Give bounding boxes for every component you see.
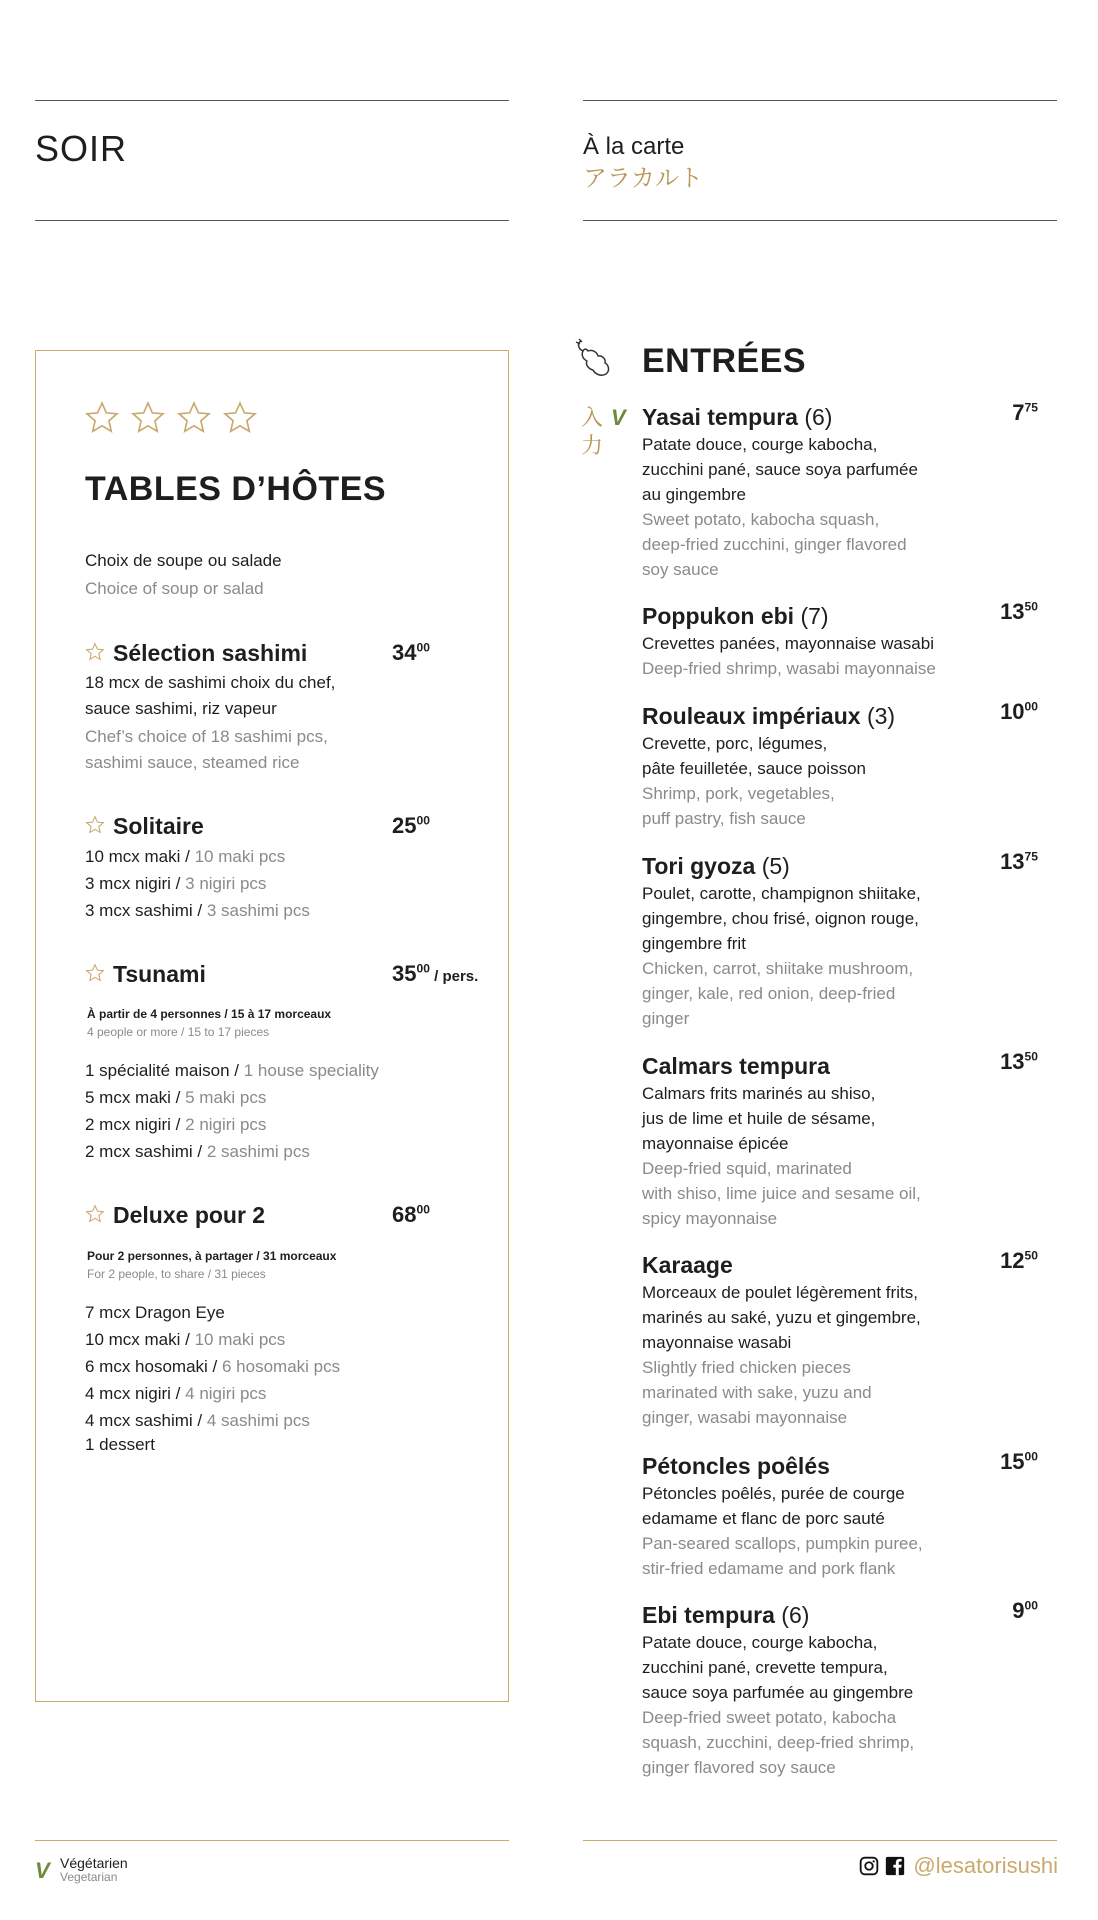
menu-item-note-fr: Pour 2 personnes, à partager / 31 morceaux <box>87 1249 337 1263</box>
menu-item-line <box>85 1058 379 1084</box>
entree-desc-en: Pan-seared scallops, pumpkin puree, <box>642 1534 923 1553</box>
entree-desc-fr: mayonnaise wasabi <box>642 1333 792 1352</box>
entree-desc-en: Sweet potato, kabocha squash, <box>642 510 880 529</box>
line-en: 3 sashimi pcs <box>206 901 310 920</box>
entree-name <box>642 1451 1042 1481</box>
entree-desc-en: deep-fried zucchini, ginger flavored <box>642 535 907 554</box>
vegetarian-legend-fr: Végétarien <box>60 1855 128 1871</box>
entree-desc-en: Deep-fried squid, marinated <box>642 1159 852 1178</box>
price-cents: 75 <box>1024 400 1038 415</box>
line-fr: 3 mcx nigiri / <box>85 874 186 893</box>
menu-item-line <box>85 898 310 924</box>
menu-item-title <box>85 813 204 840</box>
entree-price <box>1000 599 1038 625</box>
entree-desc-en: Deep-fried shrimp, wasabi mayonnaise <box>642 659 936 678</box>
badge-jp-label: 入力 <box>581 405 604 458</box>
entree-name-text: Yasai tempura <box>642 404 798 430</box>
page-title-soir: SOIR <box>35 128 128 169</box>
line-en: 6 hosomaki pcs <box>222 1357 341 1376</box>
menu-item-name: Deluxe pour 2 <box>113 1202 266 1228</box>
price-cents: 50 <box>1024 1049 1038 1064</box>
entree-count: (6) <box>797 404 833 430</box>
menu-item-price <box>392 961 478 987</box>
entree-desc-fr: sauce soya parfumée au gingembre <box>642 1683 914 1702</box>
price-main: 10 <box>1000 699 1025 724</box>
tempura-shrimp-icon <box>573 337 613 381</box>
star-icon <box>176 400 212 436</box>
entree-name-text: Pétoncles poêlés <box>642 1453 830 1479</box>
entree-desc-fr: jus de lime et huile de sésame, <box>642 1109 876 1128</box>
price-cents: 00 <box>416 1202 430 1217</box>
entree-name-text: Karaage <box>642 1252 733 1278</box>
social-links <box>859 1853 1058 1879</box>
entree-desc-fr: zucchini pané, sauce soya parfumée <box>642 460 918 479</box>
menu-item-title <box>85 1202 265 1229</box>
entree-item <box>642 601 1042 681</box>
price-cents: 75 <box>1024 849 1038 864</box>
entree-desc-fr: gingembre frit <box>642 934 746 953</box>
section-title-a-la-carte: À la carte <box>583 133 685 160</box>
price-main: 7 <box>1012 400 1025 425</box>
entree-desc-fr: Patate douce, courge kabocha, <box>642 1633 878 1652</box>
entree-desc-en: Deep-fried sweet potato, kabocha <box>642 1708 897 1727</box>
entree-name-text: Calmars tempura <box>642 1053 830 1079</box>
price-main: 13 <box>1000 849 1025 874</box>
price-main: 35 <box>392 961 417 986</box>
entree-desc-fr: marinés au saké, yuzu et gingembre, <box>642 1308 921 1327</box>
entree-name-text: Ebi tempura <box>642 1602 775 1628</box>
line-en: 4 nigiri pcs <box>185 1384 267 1403</box>
entree-desc-fr: au gingembre <box>642 485 746 504</box>
entree-desc-en: puff pastry, fish sauce <box>642 809 806 828</box>
entree-desc-fr: Crevettes panées, mayonnaise wasabi <box>642 634 934 653</box>
line-en: 3 nigiri pcs <box>185 874 267 893</box>
menu-item-note-en: 4 people or more / 15 to 17 pieces <box>87 1025 270 1039</box>
star-icon <box>85 642 105 662</box>
entree-price <box>1000 1449 1038 1475</box>
entree-count: (5) <box>755 853 790 879</box>
entree-desc-en: marinated with sake, yuzu and <box>642 1383 872 1402</box>
line-en: 1 house speciality <box>243 1061 379 1080</box>
entree-price <box>1012 1598 1038 1624</box>
line-fr: 3 mcx sashimi / <box>85 901 207 920</box>
entree-desc-en: with shiso, lime juice and sesame oil, <box>642 1184 921 1203</box>
entree-price <box>1000 1049 1038 1075</box>
entree-desc-en: soy sauce <box>642 560 719 579</box>
entree-item <box>642 1051 1042 1231</box>
menu-item-name: Tsunami <box>113 961 206 987</box>
line-en: 10 maki pcs <box>194 1330 286 1349</box>
header-rule-top-right <box>583 100 1057 101</box>
menu-item-line <box>85 1354 340 1380</box>
soup-choice-fr: Choix de soupe ou salade <box>85 551 282 570</box>
line-fr: 5 mcx maki / <box>85 1088 186 1107</box>
menu-item-desc-fr: sauce sashimi, riz vapeur <box>85 699 277 718</box>
entree-price <box>1012 400 1038 426</box>
price-cents: 00 <box>1024 699 1038 714</box>
line-en: 10 maki pcs <box>194 847 286 866</box>
entree-desc-en: stir-fried edamame and pork flank <box>642 1559 896 1578</box>
line-fr: 1 spécialité maison / <box>85 1061 244 1080</box>
entree-name-text: Rouleaux impériaux <box>642 703 861 729</box>
entree-desc-en: ginger, wasabi mayonnaise <box>642 1408 848 1427</box>
entree-desc-fr: mayonnaise épicée <box>642 1134 789 1153</box>
price-cents: 00 <box>1024 1598 1038 1613</box>
footer-rule-left <box>35 1840 509 1841</box>
menu-item-title <box>85 640 307 667</box>
entree-name-text: Tori gyoza <box>642 853 756 879</box>
line-fr: 4 mcx sashimi / <box>85 1411 207 1430</box>
line-fr: 2 mcx nigiri / <box>85 1115 186 1134</box>
entree-desc-en: Slightly fried chicken pieces <box>642 1358 851 1377</box>
soup-choice-en: Choice of soup or salad <box>85 579 264 598</box>
line-fr: 2 mcx sashimi / <box>85 1142 207 1161</box>
entree-count: (7) <box>794 603 829 629</box>
price-cents: 50 <box>1024 599 1038 614</box>
line-fr: 10 mcx maki / <box>85 1330 195 1349</box>
menu-item-desc-en: Chef’s choice of 18 sashimi pcs, <box>85 727 328 746</box>
line-fr: 10 mcx maki / <box>85 847 195 866</box>
menu-item-name: Sélection sashimi <box>113 640 308 666</box>
entree-desc-en: Chicken, carrot, shiitake mushroom, <box>642 959 914 978</box>
price-main: 15 <box>1000 1449 1025 1474</box>
entree-item <box>642 1600 1042 1780</box>
vegetarian-badge: V <box>611 405 626 430</box>
entree-name-text: Poppukon ebi <box>642 603 795 629</box>
facebook-icon[interactable] <box>885 1856 905 1876</box>
entree-item <box>642 701 1042 831</box>
menu-item-desc-en: sashimi sauce, steamed rice <box>85 753 300 772</box>
entree-name <box>642 402 1042 432</box>
line-fr: 1 dessert <box>85 1435 155 1454</box>
menu-item-price <box>392 1202 430 1228</box>
price-main: 13 <box>1000 1049 1025 1074</box>
star-icon <box>85 815 105 835</box>
entrees-title: ENTRÉES <box>642 342 807 380</box>
entree-name <box>642 1051 1042 1081</box>
line-en: 2 nigiri pcs <box>185 1115 267 1134</box>
price-main: 25 <box>392 813 417 838</box>
price-cents: 00 <box>416 961 430 976</box>
price-cents: 00 <box>416 640 430 655</box>
line-fr: 6 mcx hosomaki / <box>85 1357 222 1376</box>
entree-price <box>1000 1248 1038 1274</box>
menu-item-name: Solitaire <box>113 813 204 839</box>
star-icon <box>84 400 120 436</box>
entree-name <box>642 1600 1042 1630</box>
menu-item-note-fr: À partir de 4 personnes / 15 à 17 morceaux <box>87 1007 332 1021</box>
menu-item-line <box>85 1112 266 1138</box>
entree-desc-fr: edamame et flanc de porc sauté <box>642 1509 885 1528</box>
menu-item-line <box>85 1139 310 1165</box>
entree-desc-en: ginger <box>642 1009 690 1028</box>
social-handle[interactable]: @lesatorisushi <box>913 1853 1058 1878</box>
entree-desc-en: spicy mayonnaise <box>642 1209 778 1228</box>
price-cents: 00 <box>1024 1449 1038 1464</box>
entree-desc-fr: Morceaux de poulet légèrement frits, <box>642 1283 918 1302</box>
tables-dhotes-title: TABLES D’HÔTES <box>85 470 387 508</box>
header-rule-top-left <box>35 100 509 101</box>
entree-desc-fr: Poulet, carotte, champignon shiitake, <box>642 884 921 903</box>
price-cents: 00 <box>416 813 430 828</box>
menu-item-title <box>85 961 206 988</box>
entree-name <box>642 701 1042 731</box>
entree-desc-fr: Patate douce, courge kabocha, <box>642 435 878 454</box>
menu-item-line <box>85 1085 266 1111</box>
rating-stars <box>84 400 258 436</box>
star-icon <box>85 1204 105 1224</box>
star-icon <box>130 400 166 436</box>
entree-count: (3) <box>860 703 896 729</box>
entree-item <box>642 851 1042 1031</box>
entree-desc-en: Shrimp, pork, vegetables, <box>642 784 835 803</box>
instagram-icon[interactable] <box>859 1856 879 1876</box>
menu-item-price <box>392 813 430 839</box>
star-icon <box>222 400 258 436</box>
footer-rule-right <box>583 1840 1057 1841</box>
entree-desc-en: ginger flavored soy sauce <box>642 1758 836 1777</box>
entree-item <box>642 402 1042 582</box>
entree-price <box>1000 849 1038 875</box>
vegetarian-legend-icon: V <box>35 1858 50 1883</box>
price-main: 68 <box>392 1202 417 1227</box>
price-cents: 50 <box>1024 1248 1038 1263</box>
line-en: 5 maki pcs <box>185 1088 267 1107</box>
entree-desc-fr: Pétoncles poêlés, purée de courge <box>642 1484 905 1503</box>
entree-desc-fr: gingembre, chou frisé, oignon rouge, <box>642 909 919 928</box>
price-main: 9 <box>1012 1598 1025 1623</box>
menu-item-note-en: For 2 people, to share / 31 pieces <box>87 1267 266 1281</box>
menu-item-line <box>85 1381 266 1407</box>
entree-item <box>642 1451 1042 1581</box>
entree-name <box>642 601 1042 631</box>
entree-count: (6) <box>774 1602 810 1628</box>
menu-item-line <box>85 1432 155 1458</box>
menu-item-line <box>85 1327 285 1353</box>
price-main: 13 <box>1000 599 1025 624</box>
entree-desc-fr: pâte feuilletée, sauce poisson <box>642 759 866 778</box>
price-main: 12 <box>1000 1248 1025 1273</box>
entree-desc-en: ginger, kale, red onion, deep-fried <box>642 984 896 1003</box>
line-en: 4 sashimi pcs <box>206 1411 310 1430</box>
entree-price <box>1000 699 1038 725</box>
menu-item-desc-fr: 18 mcx de sashimi choix du chef, <box>85 673 336 692</box>
entree-item <box>642 1250 1042 1430</box>
entree-desc-fr: Calmars frits marinés au shiso, <box>642 1084 876 1103</box>
menu-item-line <box>85 844 285 870</box>
price-suffix: / pers. <box>429 968 479 985</box>
star-icon <box>85 963 105 983</box>
entree-desc-fr: Crevette, porc, légumes, <box>642 734 828 753</box>
menu-item-line <box>85 1408 310 1434</box>
header-rule-bottom-left <box>35 220 509 221</box>
menu-item-price <box>392 640 430 666</box>
line-fr: 7 mcx Dragon Eye <box>85 1303 225 1322</box>
entree-desc-en: squash, zucchini, deep-fried shrimp, <box>642 1733 915 1752</box>
header-rule-bottom-right <box>583 220 1057 221</box>
entree-desc-fr: zucchini pané, crevette tempura, <box>642 1658 888 1677</box>
section-title-jp: アラカルト <box>583 165 703 192</box>
vegetarian-legend-en: Vegetarian <box>60 1870 118 1884</box>
price-main: 34 <box>392 640 417 665</box>
entree-name <box>642 851 1042 881</box>
menu-item-line <box>85 871 266 897</box>
line-en: 2 sashimi pcs <box>206 1142 310 1161</box>
menu-item-line <box>85 1300 225 1326</box>
entree-name <box>642 1250 1042 1280</box>
line-fr: 4 mcx nigiri / <box>85 1384 186 1403</box>
